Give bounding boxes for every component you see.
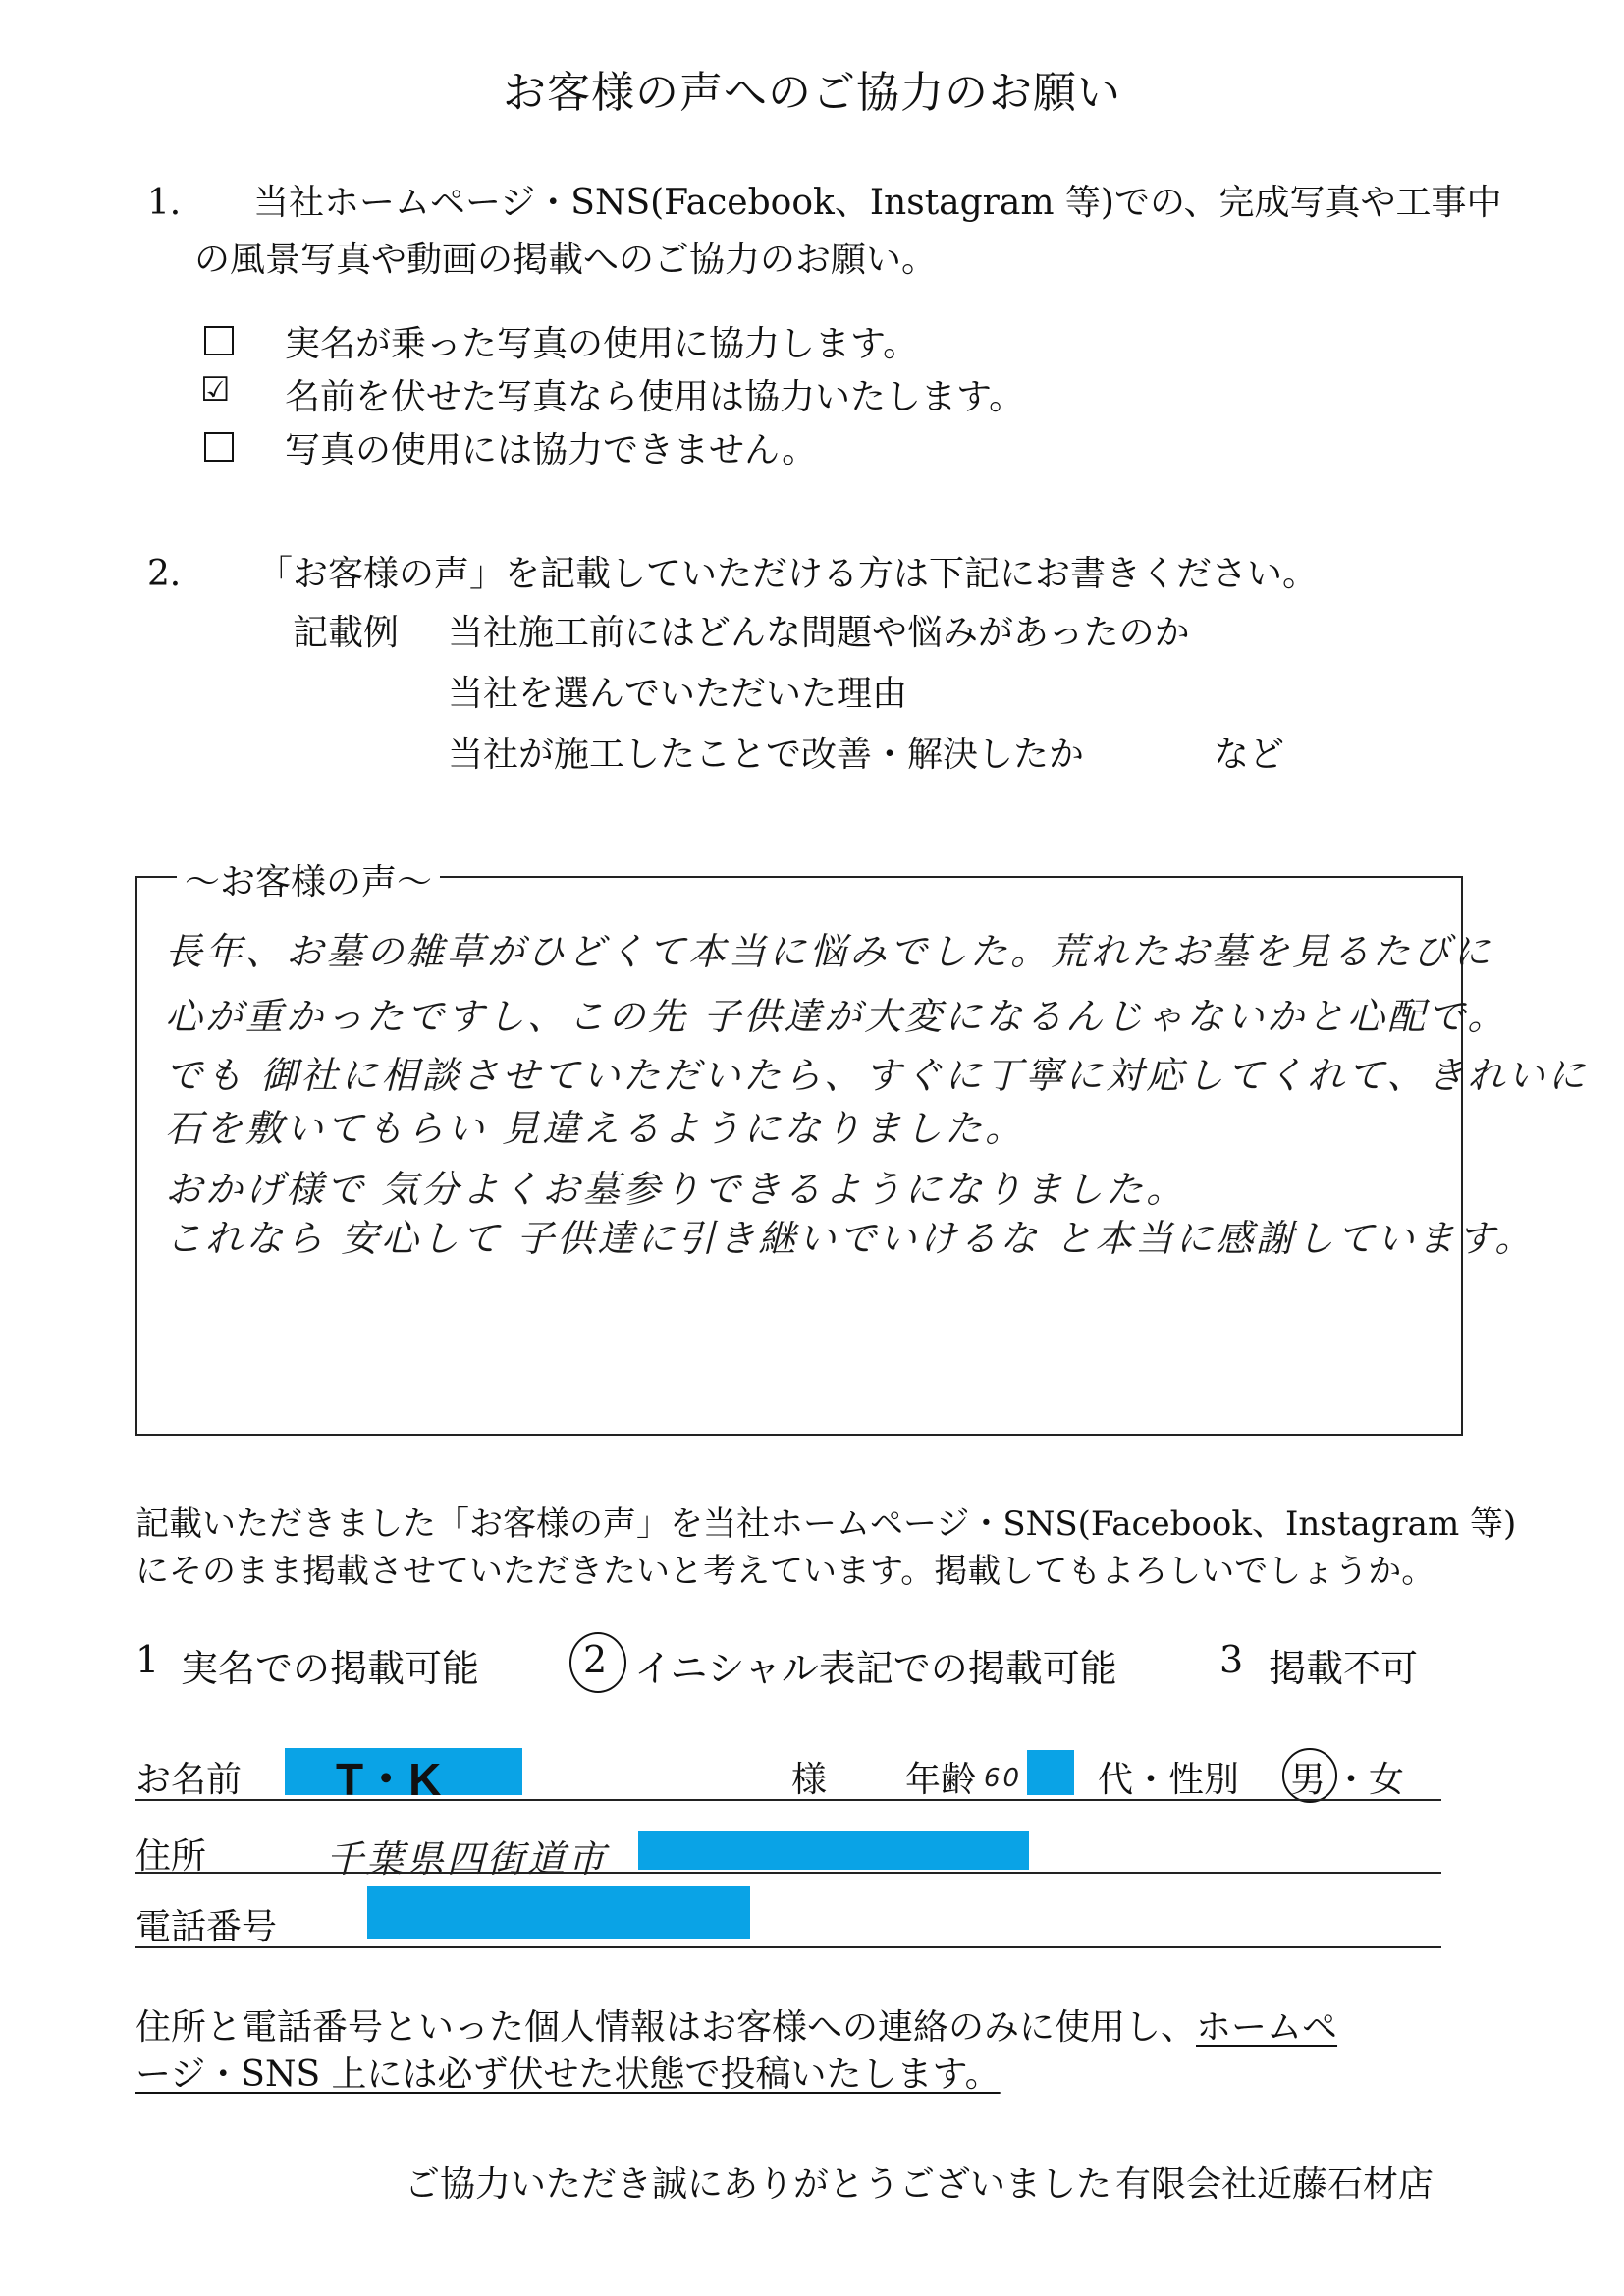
consent-option-3-number[interactable]: 3: [1219, 1638, 1244, 1681]
consent-option-1-label[interactable]: 実名での掲載可能: [181, 1647, 480, 1690]
age-redaction: [1027, 1750, 1074, 1795]
age-label: 年齢: [905, 1760, 977, 1800]
footer-company: 有限会社近藤石材店: [1115, 2164, 1435, 2205]
section1-text-line2: の風景写真や動画の掲載へのご協力のお願い。: [194, 240, 938, 280]
phone-label: 電話番号: [135, 1907, 278, 1947]
footer-thanks: ご協力いただき誠にありがとうございました: [405, 2164, 1112, 2205]
section1-number: 1．: [147, 183, 205, 223]
photo-option-decline-label: 写真の使用には協力できません。: [285, 430, 818, 470]
phone-underline: [135, 1946, 1441, 1948]
gender-male[interactable]: 男: [1290, 1760, 1326, 1800]
age-value[interactable]: 60: [984, 1764, 1023, 1793]
gender-female[interactable]: 女: [1369, 1760, 1405, 1800]
example-suffix: など: [1214, 735, 1285, 775]
consent-option-3-label[interactable]: 掲載不可: [1269, 1647, 1419, 1690]
privacy-line-1: [135, 1999, 1337, 2050]
voice-line-3: でも 御社に相談させていただいたら、すぐに丁寧に対応してくれて、きれいに: [165, 1054, 1589, 1097]
address-label: 住所: [135, 1836, 207, 1877]
example-item-3: 当社が施工したことで改善・解決したか: [448, 735, 1085, 775]
privacy-line-2: ージ・SNS 上には必ず伏せた状態で投稿いたします。: [135, 2054, 1001, 2095]
name-underline: [135, 1799, 1441, 1801]
consent-line-2: にそのまま掲載させていただきたいと考えています。掲載してもよろしいでしょうか。: [135, 1552, 1435, 1591]
example-item-1: 当社施工前にはどんな問題や悩みがあったのか: [448, 613, 1190, 653]
address-redaction: [638, 1831, 1029, 1870]
photo-option-anonymous-label: 名前を伏せた写真なら使用は協力いたします。: [285, 377, 1025, 417]
section1-text-line1: 当社ホームページ・SNS(Facebook、Instagram 等)での、完成写真や工事中: [253, 183, 1502, 223]
example-item-2: 当社を選んでいただいた理由: [448, 674, 908, 714]
customer-voice-label: ～お客様の声～: [177, 854, 440, 904]
address-underline: [135, 1872, 1441, 1874]
section2-text: 「お客様の声」を記載していただける方は下記にお書きください。: [257, 554, 1319, 594]
consent-option-1-number[interactable]: 1: [135, 1638, 160, 1681]
voice-line-6: これなら 安心して 子供達に引き継いでいけるな と本当に感謝しています。: [165, 1217, 1536, 1260]
consent-line-1: 記載いただきました「お客様の声」を当社ホームページ・SNS(Facebook、Instagram 等): [135, 1504, 1517, 1544]
name-value[interactable]: T・K: [336, 1754, 442, 1805]
voice-line-4: 石を敷いてもらい 見違えるようになりました。: [165, 1107, 1026, 1150]
gender-separator: ・: [1333, 1760, 1370, 1800]
name-suffix: 様: [791, 1760, 828, 1800]
voice-line-1: 長年、お墓の雑草がひどくて本当に悩みでした。荒れたお墓を見るたびに: [165, 930, 1494, 973]
consent-option-2-label[interactable]: イニシャル表記での掲載可能: [634, 1647, 1117, 1690]
name-label: お名前: [135, 1760, 243, 1800]
voice-line-5: おかげ様で 気分よくお墓参りできるようになりました。: [165, 1168, 1187, 1211]
photo-option-decline-checkbox[interactable]: [204, 432, 234, 462]
privacy-line-1-underlined: ホームペ: [1196, 2007, 1338, 2048]
phone-redaction: [367, 1886, 750, 1939]
section2-number: 2．: [147, 554, 205, 594]
address-value[interactable]: 千葉県四街道市: [326, 1837, 609, 1881]
photo-option-anonymous-checkbox[interactable]: ☑: [200, 370, 231, 410]
voice-line-2: 心が重かったですし、この先 子供達が大変になるんじゃないかと心配で。: [165, 995, 1508, 1038]
consent-option-2-number[interactable]: 2: [583, 1638, 608, 1681]
age-suffix: 代・性別: [1098, 1760, 1240, 1800]
privacy-line-1-plain: 住所と電話番号といった個人情報はお客様への連絡のみに使用し、: [135, 2007, 1197, 2048]
example-label: 記載例: [293, 613, 400, 653]
photo-option-realname-label: 実名が乗った写真の使用に協力します。: [285, 324, 919, 364]
photo-option-realname-checkbox[interactable]: [204, 326, 234, 355]
page-title: お客様の声へのご協力のお願い: [503, 68, 1121, 118]
